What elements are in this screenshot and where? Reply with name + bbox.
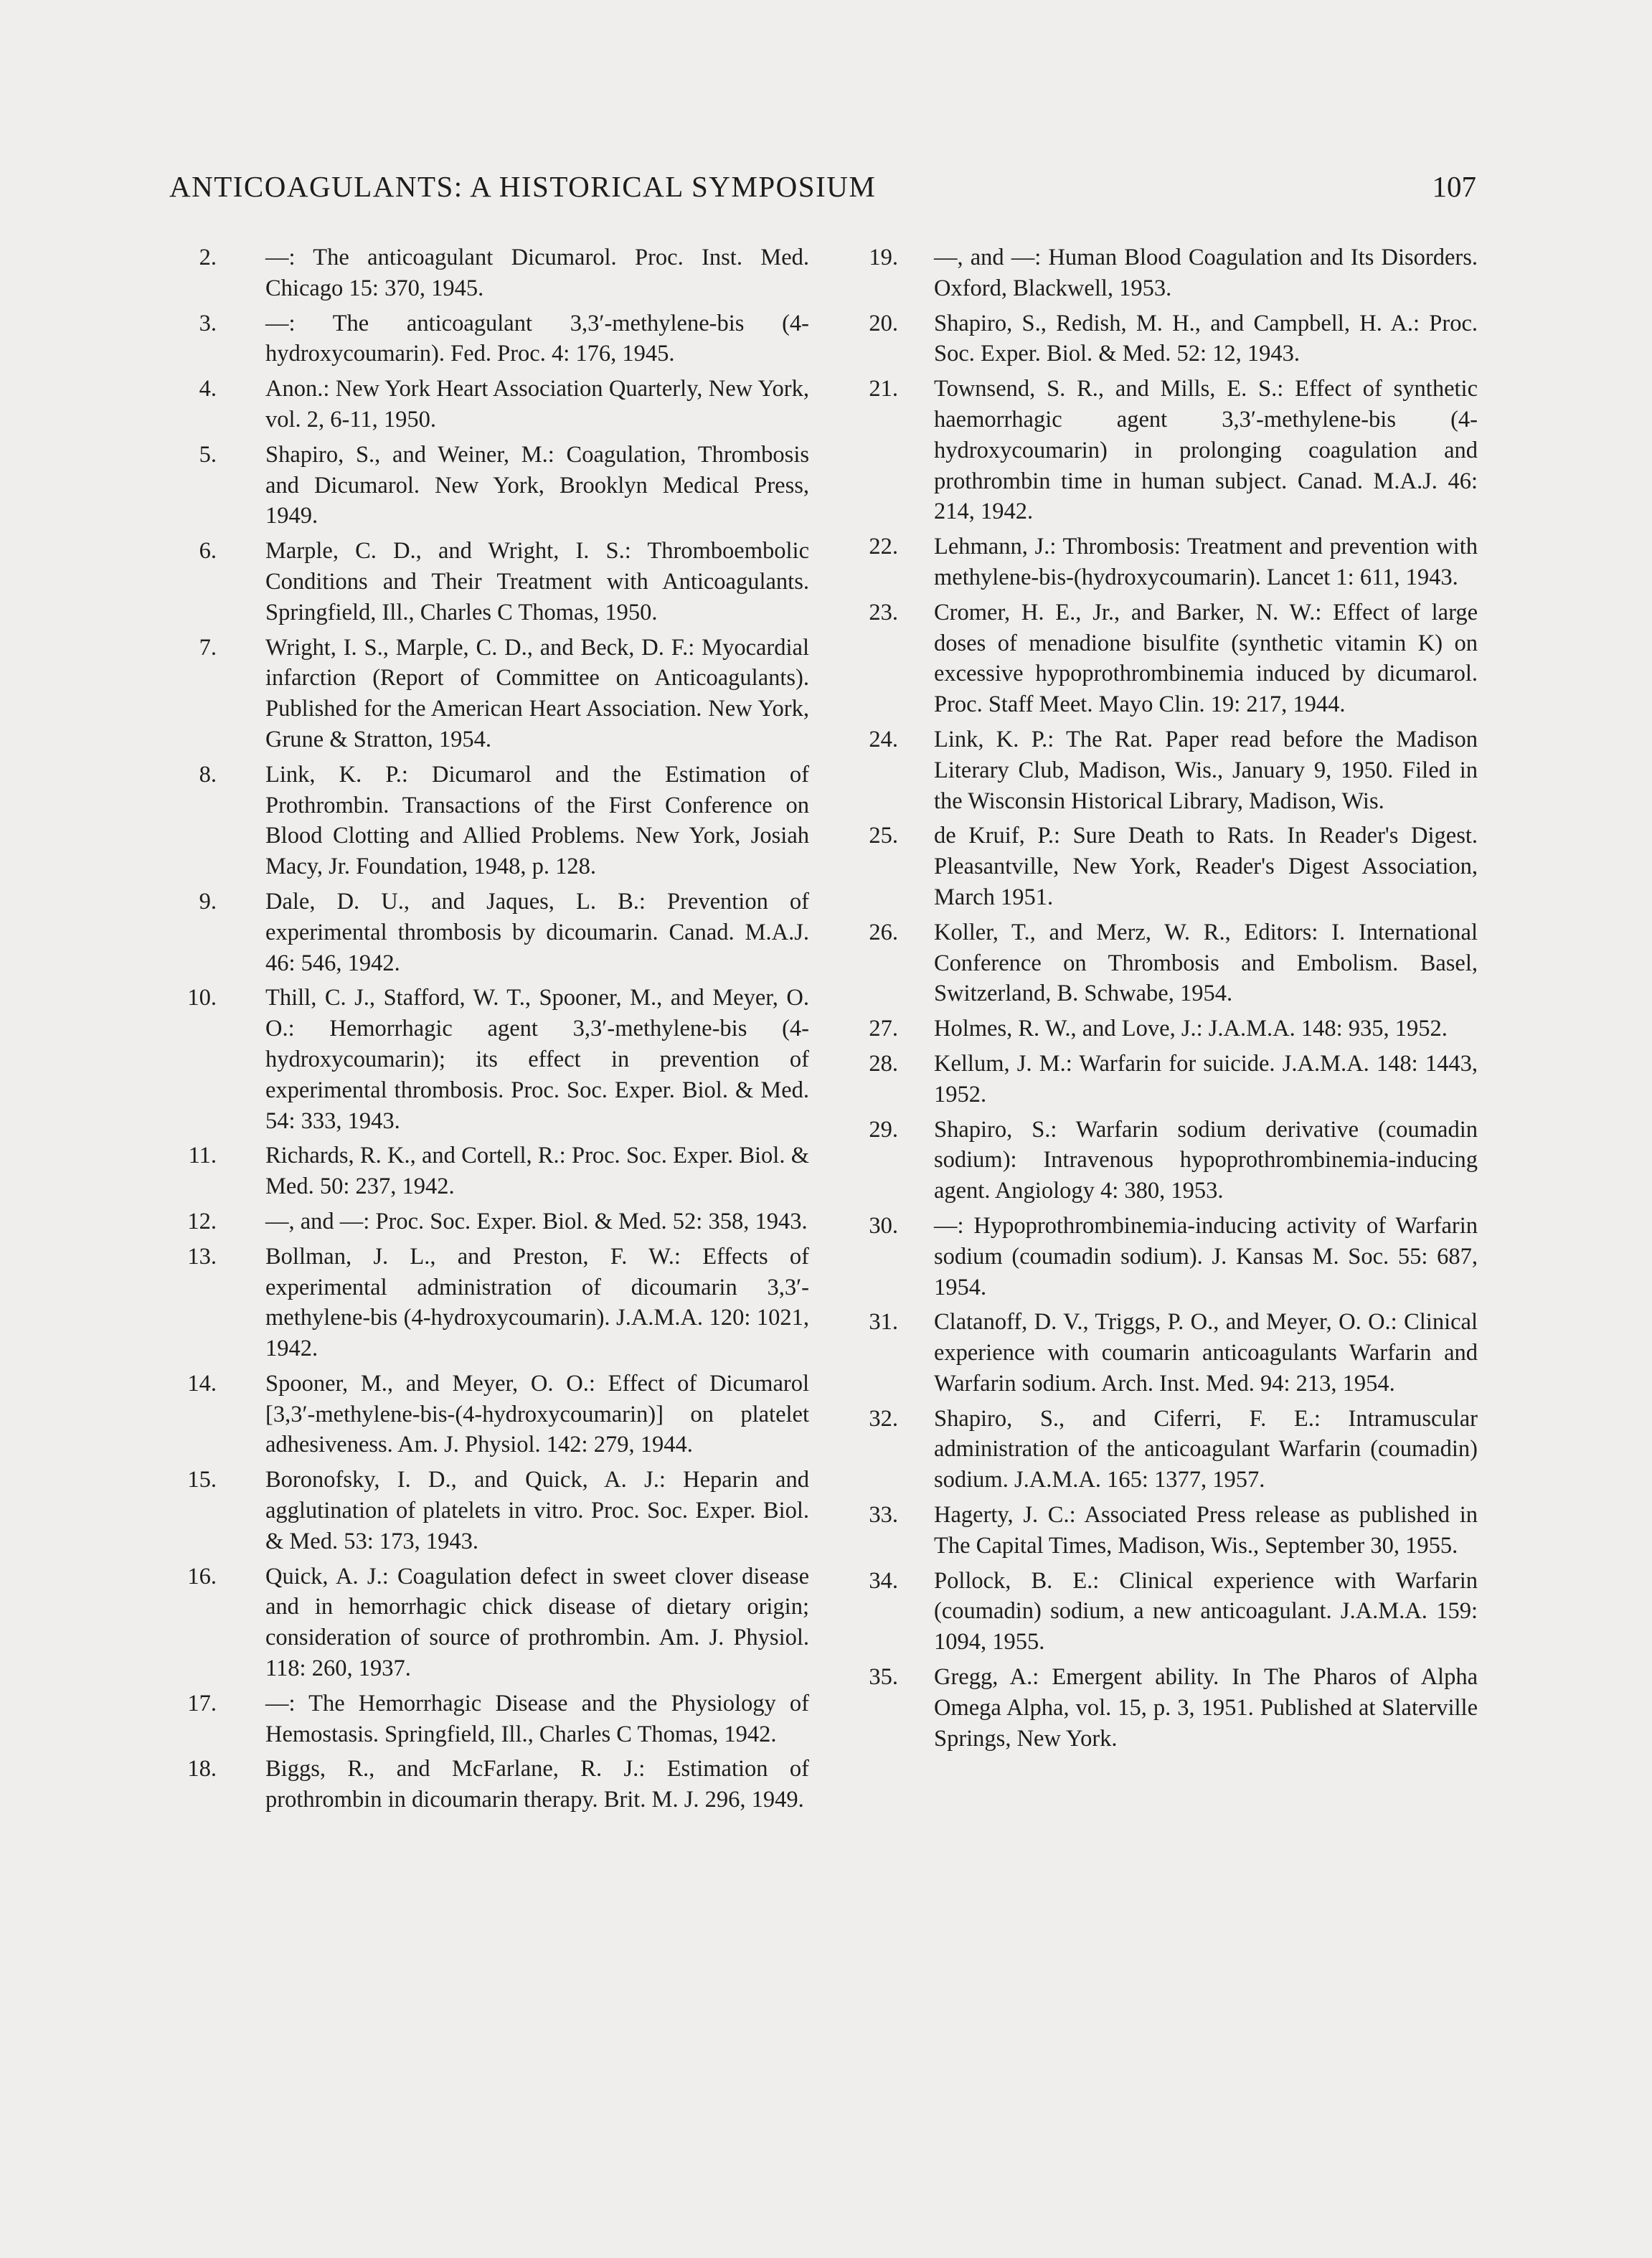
reference-text: Spooner, M., and Meyer, O. O.: Effect of Dicumarol [3,3′-methylene-bis-(4-hydroxycoumarin)] on platelet adhesiveness. Am. J. Physiol. 142: 279, 1944. [265,1370,809,1458]
reference-number: 28. [869,1050,898,1077]
reference-number: 26. [869,919,898,945]
reference-text: Koller, T., and Merz, W. R., Editors: I. International Conference on Thrombosis and Embolism. Basel, Switzerland, B. Schwabe, 1954. [934,919,1478,1007]
reference-number: 15. [187,1467,217,1493]
reference-item [187,1206,809,1237]
reference-text: Lehmann, J.: Thrombosis: Treatment and prevention with methylene-bis-(hydroxycoumarin). Lancet 1: 611, 1943. [934,534,1478,590]
reference-text: —, and —: Human Blood Coagulation and Its Disorders. Oxford, Blackwell, 1953. [934,245,1478,301]
reference-item [187,983,809,1136]
reference-number: 34. [869,1567,898,1594]
reference-number: 35. [869,1664,898,1691]
reference-item [192,440,809,532]
reference-item [861,1211,1478,1303]
reference-item [861,1307,1478,1399]
reference-number: 14. [187,1370,217,1397]
reference-item [861,1049,1478,1110]
reference-text: Shapiro, S.: Warfarin sodium derivative (coumadin sodium): Intravenous hypoprothrombinemia-inducing agent. Angiology 4: 380, 1953. [934,1116,1478,1204]
reference-text: Wright, I. S., Marple, C. D., and Beck, D. F.: Myocardial infarction (Report of Committee on Anticoagulants). Published for the American Heart Association. New York, Grune & Stratton, 1954. [265,634,809,752]
reference-item [861,242,1478,304]
reference-number: 25. [869,823,898,849]
reference-number: 27. [869,1016,898,1042]
reference-number: 31. [869,1309,898,1336]
reference-number: 19. [869,245,898,270]
reference-text: Marple, C. D., and Wright, I. S.: Thromboembolic Conditions and Their Treatment with Anticoagulants. Springfield, Ill., Charles C Thomas, 1950. [265,538,809,625]
reference-number: 4. [199,376,217,402]
reference-item [192,887,809,978]
reference-item [861,821,1478,912]
reference-text: Kellum, J. M.: Warfarin for suicide. J.A.M.A. 148: 1443, 1952. [934,1050,1478,1107]
references-column-left [187,242,809,1820]
reference-text: —: The Hemorrhagic Disease and the Physiology of Hemostasis. Springfield, Ill., Charles C Thomas, 1942. [265,1690,809,1747]
reference-number: 18. [187,1756,217,1782]
reference-text: —: The anticoagulant Dicumarol. Proc. Inst. Med. Chicago 15: 370, 1945. [265,245,809,301]
reference-item [192,242,809,304]
reference-number: 6. [199,538,217,564]
reference-number: 17. [187,1690,217,1716]
reference-item [861,1500,1478,1562]
running-title: ANTICOAGULANTS: A HISTORICAL SYMPOSIUM [169,170,877,203]
reference-item [861,1404,1478,1496]
page-number: 107 [1432,170,1476,203]
reference-item [187,1688,809,1750]
reference-item [187,1465,809,1556]
reference-text: Pollock, B. E.: Clinical experience with Warfarin (coumadin) sodium, a new anticoagulant. J.A.M.A. 159: 1094, 1955. [934,1567,1478,1655]
reference-text: Hagerty, J. C.: Associated Press release as published in The Capital Times, Madison, Wis., September 30, 1955. [934,1502,1478,1559]
reference-item [861,532,1478,593]
reference-text: Link, K. P.: Dicumarol and the Estimation of Prothrombin. Transactions of the First Conference on Blood Clotting and Allied Problems. New York, Josiah Macy, Jr. Foundation, 1948, p. 128. [265,761,809,880]
reference-item [192,536,809,628]
reference-item [187,1242,809,1364]
reference-number: 2. [199,245,217,270]
reference-item [861,1662,1478,1754]
reference-text: —: Hypoprothrombinemia-inducing activity of Warfarin sodium (coumadin sodium). J. Kansas M. Soc. 55: 687, 1954. [934,1212,1478,1300]
reference-number: 9. [199,888,217,915]
reference-text: Cromer, H. E., Jr., and Barker, N. W.: Effect of large doses of menadione bisulfite (synthetic vitamin K) on excessive hypoprothrombinemia induced by dicumarol. Proc. Staff Meet. Mayo Clin. 19: 217, 1944. [934,599,1478,718]
reference-number: 30. [869,1212,898,1239]
reference-item [192,633,809,755]
reference-item [188,1140,809,1202]
reference-item [187,1562,809,1684]
reference-text: de Kruif, P.: Sure Death to Rats. In Reader's Digest. Pleasantville, New York, Reader's Digest Association, March 1951. [934,823,1478,910]
reference-text: Dale, D. U., and Jaques, L. B.: Prevention of experimental thrombosis by dicoumarin. Canad. M.A.J. 46: 546, 1942. [265,888,809,976]
reference-item [861,308,1478,370]
reference-number: 3. [199,310,217,336]
reference-item [861,374,1478,527]
reference-text: Townsend, S. R., and Mills, E. S.: Effect of synthetic haemorrhagic agent 3,3′-methylene-bis (4-hydroxycoumarin) in prolonging coagulation and prothrombin time in human subject. Canad. M.A.J. 46: 214, 1942. [934,376,1478,525]
reference-number: 16. [187,1563,217,1589]
reference-text: Link, K. P.: The Rat. Paper read before the Madison Literary Club, Madison, Wis., January 9, 1950. Filed in the Wisconsin Historical Library, Madison, Wis. [934,726,1478,814]
reference-item [861,597,1478,720]
reference-number: 7. [199,634,217,661]
reference-item [861,1115,1478,1206]
reference-text: Shapiro, S., and Weiner, M.: Coagulation, Thrombosis and Dicumarol. New York, Brooklyn Medical Press, 1949. [265,441,809,529]
reference-text: —, and —: Proc. Soc. Exper. Biol. & Med. 52: 358, 1943. [265,1208,808,1234]
reference-item [187,1369,809,1460]
reference-item [192,760,809,882]
reference-number: 32. [869,1405,898,1432]
reference-number: 20. [869,310,898,336]
reference-number: 5. [199,441,217,468]
reference-item [861,1566,1478,1658]
reference-item [187,1754,809,1815]
reference-number: 8. [199,761,217,788]
reference-text: Gregg, A.: Emergent ability. In The Pharos of Alpha Omega Alpha, vol. 15, p. 3, 1951. Published at Slaterville Springs, New York. [934,1664,1478,1752]
reference-text: Bollman, J. L., and Preston, F. W.: Effects of experimental administration of dicoumarin 3,3′-methylene-bis (4-hydroxycoumarin). J.A.M.A. 120: 1021, 1942. [265,1243,809,1362]
reference-number: 10. [187,985,217,1011]
reference-text: Shapiro, S., Redish, M. H., and Campbell, H. A.: Proc. Soc. Exper. Biol. & Med. 52: 12, 1943. [934,310,1478,367]
reference-number: 29. [869,1116,898,1143]
reference-number: 13. [187,1243,217,1270]
reference-text: Boronofsky, I. D., and Quick, A. J.: Heparin and agglutination of platelets in vitro. Proc. Soc. Exper. Biol. & Med. 53: 173, 1943. [265,1467,809,1554]
reference-number: 11. [188,1143,217,1169]
reference-text: —: The anticoagulant 3,3′-methylene-bis (4-hydroxycoumarin). Fed. Proc. 4: 176, 1945. [265,310,809,367]
reference-item [861,917,1478,1009]
reference-text: Shapiro, S., and Ciferri, F. E.: Intramuscular administration of the anticoagulant Warfarin (coumadin) sodium. J.A.M.A. 165: 1377, 1957. [934,1405,1478,1493]
reference-item [861,724,1478,816]
reference-text: Clatanoff, D. V., Triggs, P. O., and Meyer, O. O.: Clinical experience with coumarin anticoagulants Warfarin and Warfarin sodium. Arch. Inst. Med. 94: 213, 1954. [934,1309,1478,1397]
reference-text: Biggs, R., and McFarlane, R. J.: Estimation of prothrombin in dicoumarin therapy. Brit. M. J. 296, 1949. [265,1756,809,1813]
reference-number: 21. [869,376,898,402]
reference-text: Richards, R. K., and Cortell, R.: Proc. Soc. Exper. Biol. & Med. 50: 237, 1942. [265,1143,809,1200]
reference-number: 23. [869,599,898,625]
reference-text: Anon.: New York Heart Association Quarterly, New York, vol. 2, 6-11, 1950. [265,376,809,433]
reference-text: Quick, A. J.: Coagulation defect in sweet clover disease and in hemorrhagic chick disease of dietary origin; consideration of source of prothrombin. Am. J. Physiol. 118: 260, 1937. [265,1563,809,1682]
reference-number: 24. [869,726,898,752]
reference-number: 12. [187,1208,217,1234]
reference-number: 33. [869,1502,898,1529]
reference-item [192,374,809,435]
reference-item [192,308,809,370]
references-column-right [861,242,1478,1758]
reference-text: Holmes, R. W., and Love, J.: J.A.M.A. 148: 935, 1952. [934,1016,1448,1042]
reference-item [861,1014,1478,1044]
running-header [169,169,1476,212]
reference-text: Thill, C. J., Stafford, W. T., Spooner, M., and Meyer, O. O.: Hemorrhagic agent 3,3′-methylene-bis (4-hydroxycoumarin); its effect in prevention of experimental thrombosis. Proc. Soc. Exper. Biol. & Med. 54: 333, 1943. [265,985,809,1134]
reference-number: 22. [869,534,898,560]
